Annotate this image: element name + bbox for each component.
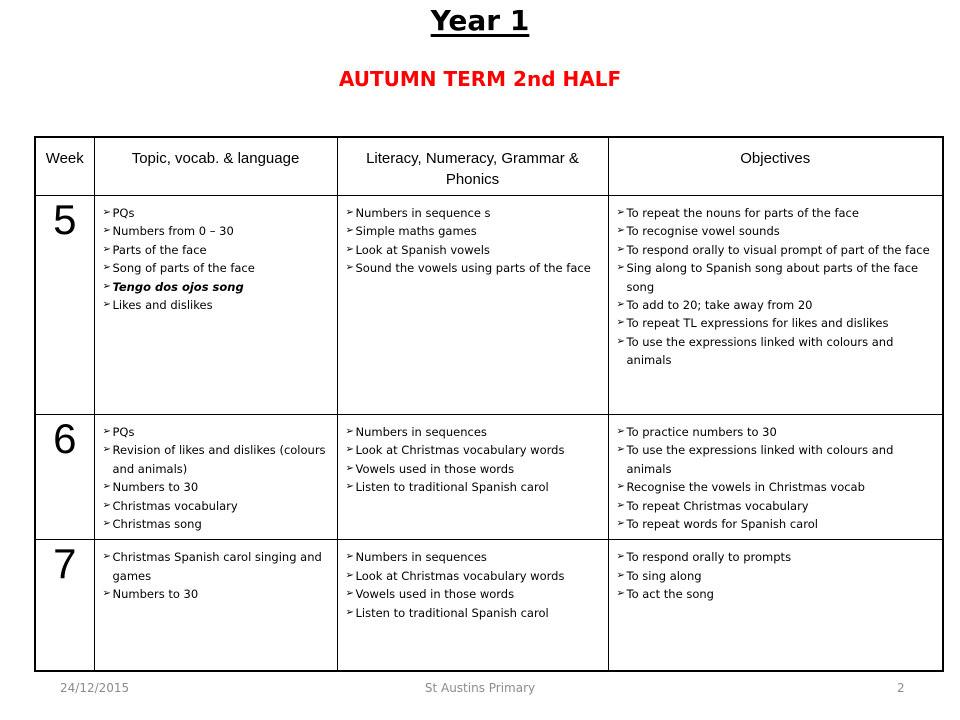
list-item: ➢ Listen to traditional Spanish carol	[346, 478, 602, 496]
topic-cell	[94, 540, 337, 671]
topic-cell	[94, 196, 337, 415]
week-number: 7	[35, 540, 94, 671]
list-item: ➢ Look at Christmas vocabulary words	[346, 441, 602, 459]
header-literacy: Literacy, Numeracy, Grammar & Phonics	[337, 137, 608, 196]
list-item: ➢ To use the expressions linked with colours and animals	[617, 441, 937, 478]
list-item: ➢ Simple maths games	[346, 222, 602, 240]
list-item: ➢ Vowels used in those words	[346, 460, 602, 478]
list-item: ➢ To repeat Christmas vocabulary	[617, 497, 937, 515]
header-objectives: Objectives	[608, 137, 943, 196]
footer-date: 24/12/2015	[60, 681, 130, 695]
list-item: ➢ Song of parts of the face	[103, 259, 331, 277]
table-row	[35, 196, 943, 415]
literacy-cell	[337, 415, 608, 540]
list-item: ➢ To repeat TL expressions for likes and dislikes	[617, 314, 937, 332]
list-item: ➢ To add to 20; take away from 20	[617, 296, 937, 314]
objectives-cell	[608, 415, 943, 540]
objectives-cell	[608, 540, 943, 671]
header-week: Week	[35, 137, 94, 196]
scheme-of-work-table	[34, 136, 944, 672]
footer-page-number: 2	[897, 681, 905, 695]
list-item: ➢ Parts of the face	[103, 241, 331, 259]
list-item: ➢ Numbers to 30	[103, 478, 331, 496]
list-item: ➢ To act the song	[617, 585, 937, 603]
list-item: ➢ To recognise vowel sounds	[617, 222, 937, 240]
page-subtitle: AUTUMN TERM 2nd HALF	[338, 67, 622, 91]
objectives-cell	[608, 196, 943, 415]
list-item: ➢ To practice numbers to 30	[617, 423, 937, 441]
list-item: ➢ Numbers in sequences	[346, 423, 602, 441]
table-row	[35, 415, 943, 540]
list-item: ➢ Christmas song	[103, 515, 331, 533]
list-item: ➢ Sound the vowels using parts of the face	[346, 259, 602, 277]
list-item: ➢ To respond orally to visual prompt of part of the face	[617, 241, 937, 259]
table-row	[35, 540, 943, 671]
list-item: ➢ Recognise the vowels in Christmas vocab	[617, 478, 937, 496]
list-item: ➢ Christmas vocabulary	[103, 497, 331, 515]
footer-school: St Austins Primary	[424, 681, 536, 695]
list-item: ➢ Sing along to Spanish song about parts of the face song	[617, 259, 937, 296]
list-item: ➢ Revision of likes and dislikes (colours and animals)	[103, 441, 331, 478]
list-item: ➢ Listen to traditional Spanish carol	[346, 604, 602, 622]
table-header-row	[35, 137, 943, 196]
list-item: ➢ Likes and dislikes	[103, 296, 331, 314]
week-number: 5	[35, 196, 94, 415]
list-item: ➢ To use the expressions linked with colours and animals	[617, 333, 937, 370]
list-item: ➢ PQs	[103, 423, 331, 441]
list-item: ➢ Numbers in sequences	[346, 548, 602, 566]
list-item: ➢ To sing along	[617, 567, 937, 585]
list-item: ➢ To respond orally to prompts	[617, 548, 937, 566]
list-item: ➢ Look at Spanish vowels	[346, 241, 602, 259]
list-item: ➢ Numbers to 30	[103, 585, 331, 603]
list-item: ➢ Vowels used in those words	[346, 585, 602, 603]
list-item: ➢ Look at Christmas vocabulary words	[346, 567, 602, 585]
page-title: Year 1	[430, 4, 530, 37]
list-item: ➢ To repeat words for Spanish carol	[617, 515, 937, 533]
list-item: ➢ Christmas Spanish carol singing and games	[103, 548, 331, 585]
header-topic: Topic, vocab. & language	[94, 137, 337, 196]
list-item: ➢ To repeat the nouns for parts of the face	[617, 204, 937, 222]
list-item: ➢ Numbers in sequence s	[346, 204, 602, 222]
literacy-cell	[337, 196, 608, 415]
list-item: ➢ Numbers from 0 – 30	[103, 222, 331, 240]
list-item: ➢ Tengo dos ojos song	[103, 278, 331, 296]
list-item: ➢ PQs	[103, 204, 331, 222]
week-number: 6	[35, 415, 94, 540]
topic-cell	[94, 415, 337, 540]
literacy-cell	[337, 540, 608, 671]
